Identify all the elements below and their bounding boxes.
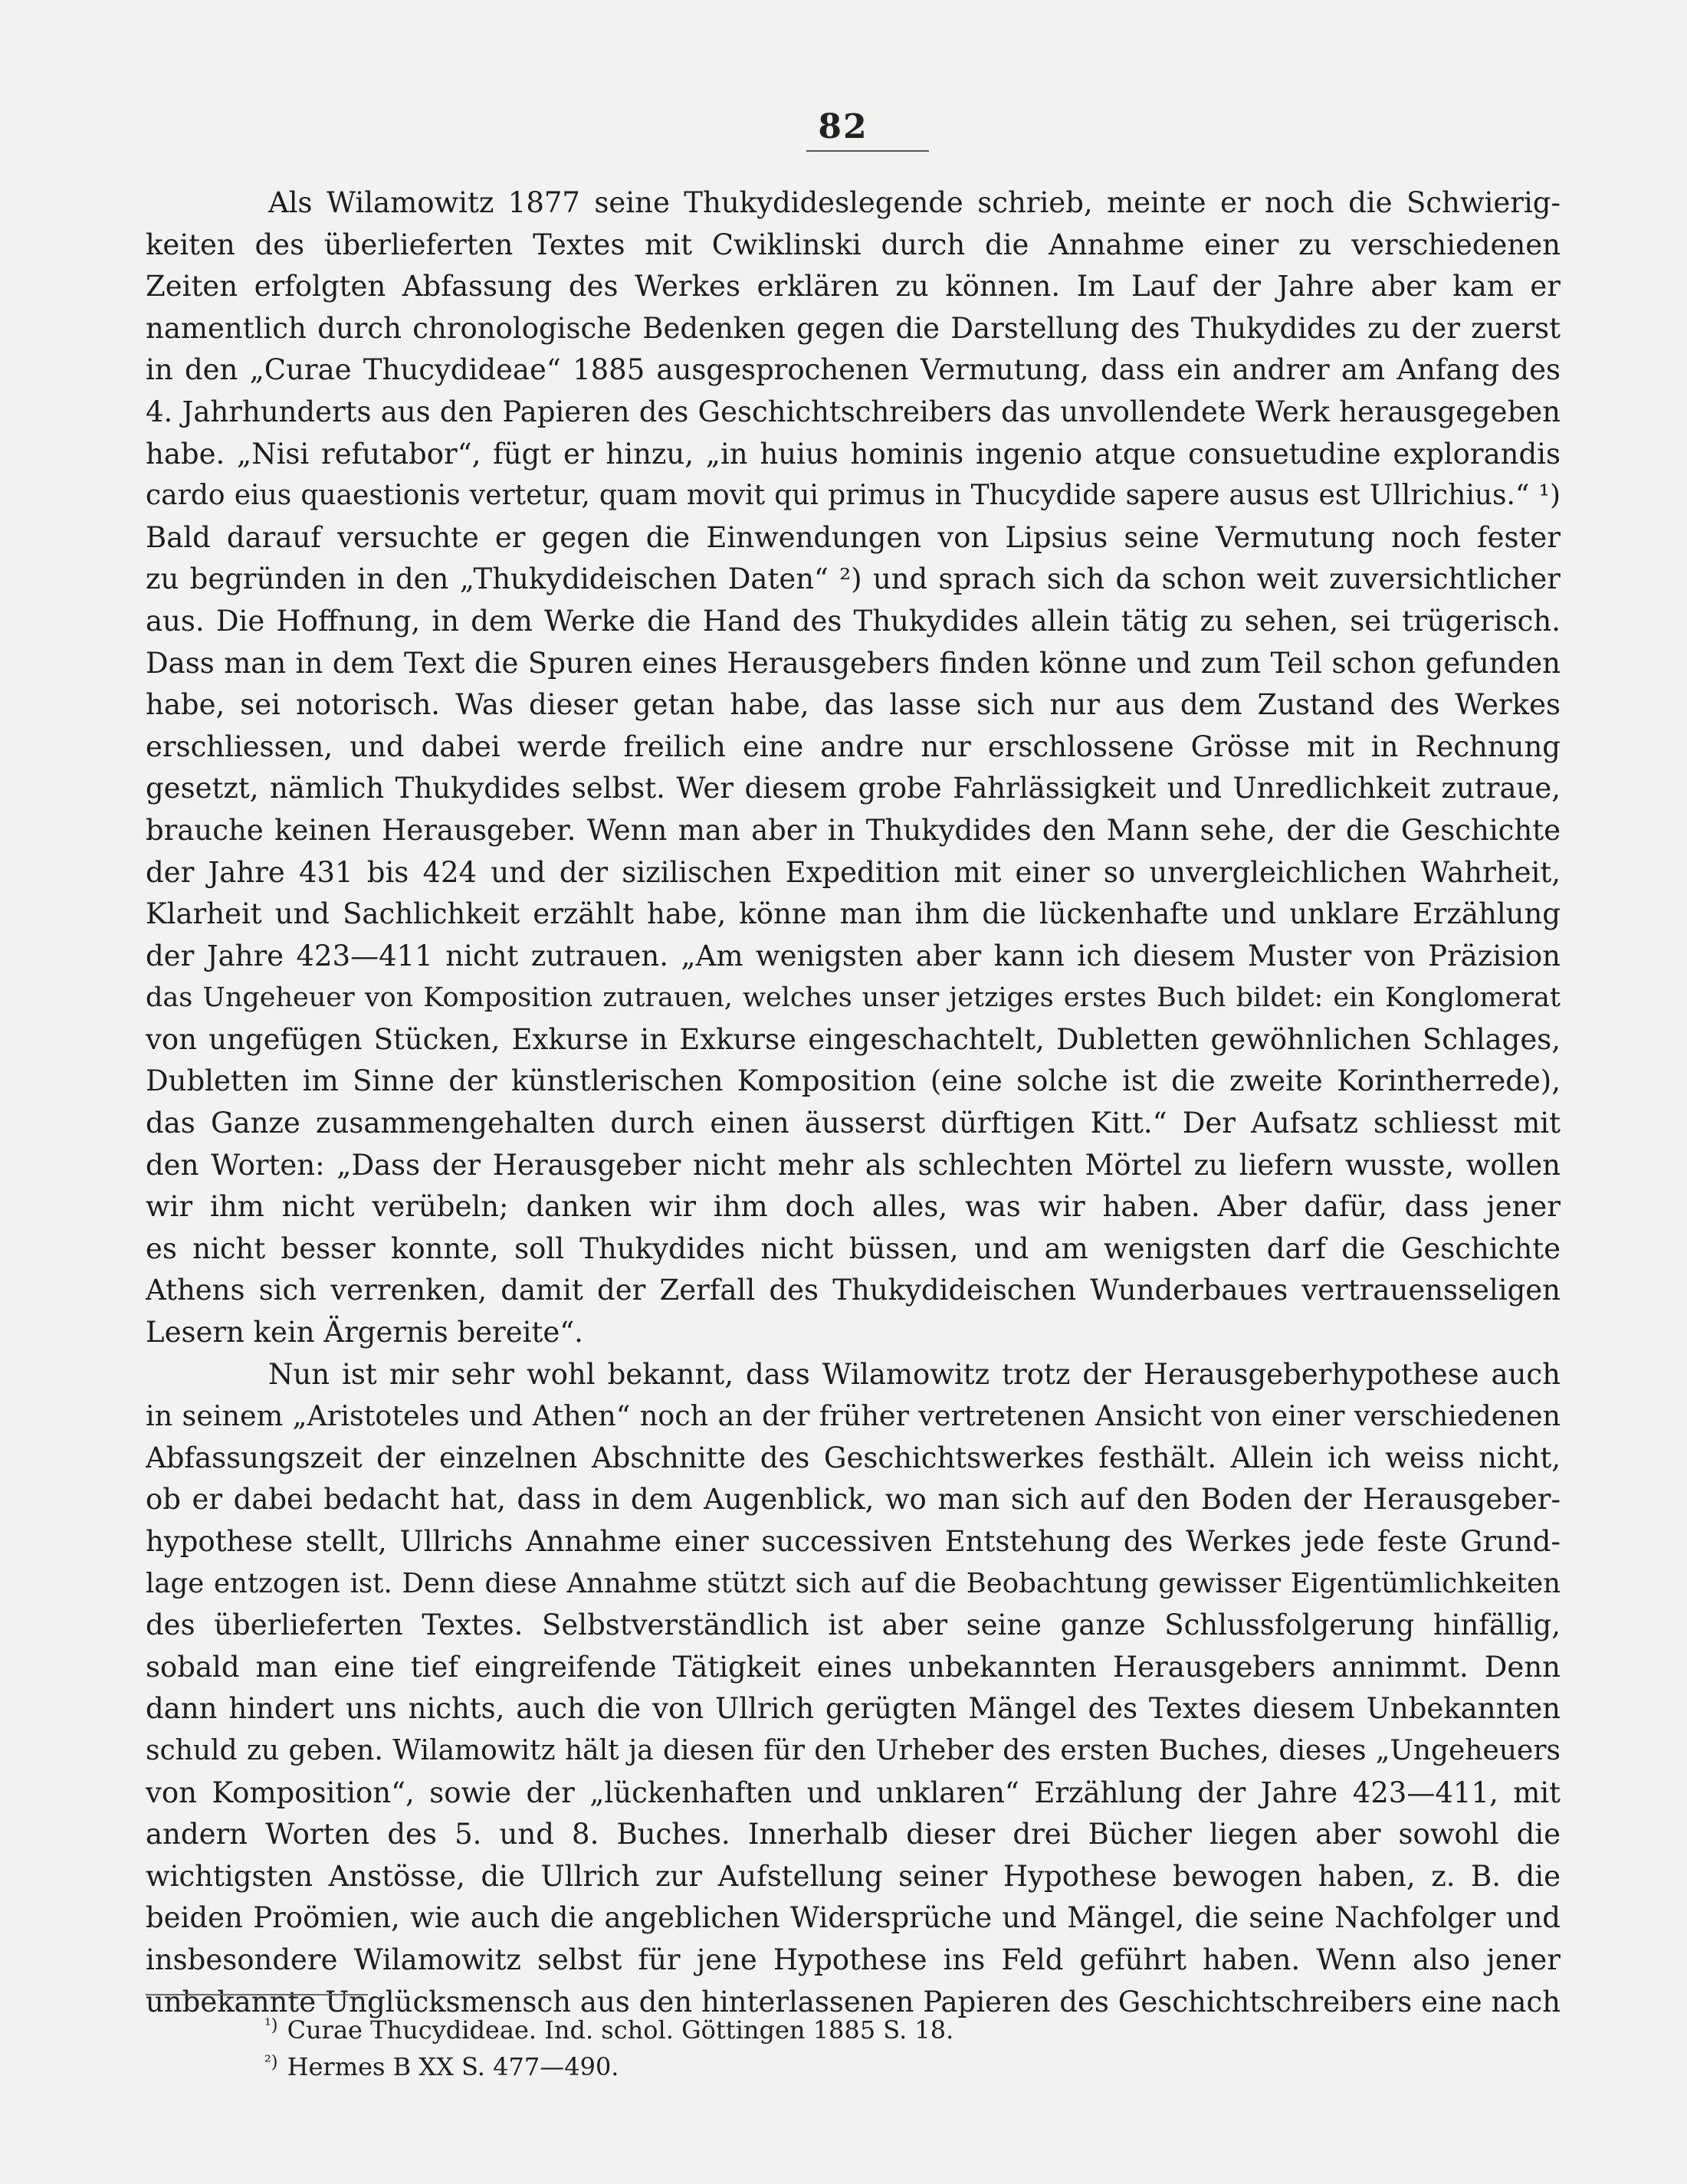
text-line: Dubletten im Sinne der künstlerischen Komposition (eine solche ist die zweite Korintherrede), [146,1064,1561,1098]
text-line: das Ungeheuer von Komposition zutrauen, welches unser jetziges erstes Buch bildet: ein Konglomerat [146,982,1561,1014]
page-number: 82 [818,107,868,146]
text-line: des überlieferten Textes. Selbstverständlich ist aber seine ganze Schlussfolgerung hinfällig, [146,1608,1561,1642]
text-line: lage entzogen ist. Denn diese Annahme stützt sich auf die Beobachtung gewisser Eigentümlichkeiten [146,1567,1561,1599]
footnote-rule [146,1994,368,1995]
text-line: hypothese stellt, Ullrichs Annahme einer successiven Entstehung des Werkes jede feste Grund- [146,1525,1561,1558]
text-line: Nun ist mir sehr wohl bekannt, dass Wilamowitz trotz der Herausgeberhypothese auch [268,1357,1561,1391]
text-line: unbekannte Unglücksmensch aus den hinterlassenen Papieren des Geschichtschreibers eine nach [146,1985,1561,2018]
footnote-1 [264,2008,1184,2045]
text-line: wir ihm nicht verübeln; danken wir ihm doch alles, was wir haben. Aber dafür, dass jener [146,1190,1561,1224]
text-line: 4. Jahrhunderts aus den Papieren des Geschichtschreibers das unvollendete Werk herausgegeben [146,395,1561,428]
footnote-marker: ²) [264,2053,278,2072]
text-line: zu begründen in den „Thukydideischen Daten“ ²) und sprach sich da schon weit zuversichtlicher [146,562,1561,596]
footnote-text: Hermes B XX S. 477—490. [287,2052,619,2081]
text-line: den Worten: „Dass der Herausgeber nicht mehr als schlechten Mörtel zu liefern wusste, wollen [146,1148,1561,1182]
text-line: gesetzt, nämlich Thukydides selbst. Wer diesem grobe Fahrlässigkeit und Unredlichkeit zutraue, [146,772,1561,805]
text-line: erschliessen, und dabei werde freilich eine andre nur erschlossene Grösse mit in Rechnung [146,730,1561,763]
text-line: brauche keinen Herausgeber. Wenn man aber in Thukydides den Mann sehe, der die Geschichte [146,813,1561,847]
text-line: Dass man in dem Text die Spuren eines Herausgebers finden könne und zum Teil schon gefunden [146,646,1561,680]
text-line: Athens sich verrenken, damit der Zerfall des Thukydideischen Wunderbaues vertrauensseligen [146,1274,1561,1307]
footnote-2 [264,2045,1184,2081]
text-line: habe. „Nisi refutabor“, fügt er hinzu, „in huius hominis ingenio atque consuetudine explorandis [146,437,1561,471]
text-line: wichtigsten Anstösse, die Ullrich zur Aufstellung seiner Hypothese bewogen haben, z. B. die [146,1859,1561,1893]
text-line: Abfassungszeit der einzelnen Abschnitte des Geschichtswerkes festhält. Allein ich weiss nicht, [146,1441,1561,1474]
text-line: Klarheit und Sachlichkeit erzählt habe, könne man ihm die lückenhafte und unklare Erzählung [146,897,1561,931]
text-line: aus. Die Hoffnung, in dem Werke die Hand des Thukydides allein tätig zu sehen, sei trügerisch. [146,604,1561,638]
text-line: habe, sei notorisch. Was dieser getan habe, das lasse sich nur aus dem Zustand des Werkes [146,688,1561,722]
text-line: Lesern kein Ärgernis bereite“. [146,1316,583,1349]
text-line: der Jahre 431 bis 424 und der sizilischen Expedition mit einer so unvergleichlichen Wahrheit, [146,855,1561,889]
text-line: von ungefügen Stücken, Exkurse in Exkurse eingeschachtelt, Dubletten gewöhnlichen Schlages, [146,1022,1561,1056]
text-line: ob er dabei bedacht hat, dass in dem Augenblick, wo man sich auf den Boden der Herausgeber- [146,1483,1561,1517]
text-line: beiden Proömien, wie auch die angeblichen Widersprüche und Mängel, die seine Nachfolger und [146,1901,1561,1935]
text-line: insbesondere Wilamowitz selbst für jene Hypothese ins Feld geführt haben. Wenn also jener [146,1943,1561,1976]
body-text [146,182,1561,2023]
text-line: Bald darauf versuchte er gegen die Einwendungen von Lipsius seine Vermutung noch fester [146,520,1561,554]
text-line: Zeiten erfolgten Abfassung des Werkes erklären zu können. Im Lauf der Jahre aber kam er [146,270,1561,303]
page-number-rule [806,150,929,152]
text-line: namentlich durch chronologische Bedenken gegen die Darstellung des Thukydides zu der zuerst [146,311,1561,345]
text-line: Als Wilamowitz 1877 seine Thukydideslegende schrieb, meinte er noch die Schwierig- [268,186,1561,219]
text-line: das Ganze zusammengehalten durch einen äusserst dürftigen Kitt.“ Der Aufsatz schliesst mit [146,1107,1561,1140]
footnotes [264,2008,1184,2081]
text-line: der Jahre 423—411 nicht zutrauen. „Am wenigsten aber kann ich diesem Muster von Präzision [146,939,1561,972]
text-line: cardo eius quaestionis vertetur, quam movit qui primus in Thucydide sapere ausus est Ullrichius.“ ¹) [146,480,1561,512]
text-line: dann hindert uns nichts, auch die von Ullrich gerügten Mängel des Textes diesem Unbekannten [146,1692,1561,1726]
text-line: sobald man eine tief eingreifende Tätigkeit eines unbekannten Herausgebers annimmt. Denn [146,1650,1561,1684]
footnote-text: Curae Thucydideae. Ind. schol. Göttingen 1885 S. 18. [287,2015,954,2045]
text-line: keiten des überlieferten Textes mit Cwiklinski durch die Annahme einer zu verschiedenen [146,228,1561,261]
text-line: es nicht besser konnte, soll Thukydides nicht büssen, und am wenigsten darf die Geschichte [146,1231,1561,1265]
text-line: in seinem „Aristoteles und Athen“ noch an der früher vertretenen Ansicht von einer verschiedenen [146,1399,1561,1433]
text-line: in den „Curae Thucydideae“ 1885 ausgesprochenen Vermutung, dass ein andrer am Anfang des [146,353,1561,387]
text-line: andern Worten des 5. und 8. Buches. Innerhalb dieser drei Bücher liegen aber sowohl die [146,1818,1561,1851]
text-line: schuld zu geben. Wilamowitz hält ja diesen für den Urheber des ersten Buches, dieses „Ungeheuers [146,1734,1561,1766]
text-line: von Komposition“, sowie der „lückenhaften und unklaren“ Erzählung der Jahre 423—411, mit [146,1776,1561,1809]
footnote-marker: ¹) [264,2016,278,2035]
